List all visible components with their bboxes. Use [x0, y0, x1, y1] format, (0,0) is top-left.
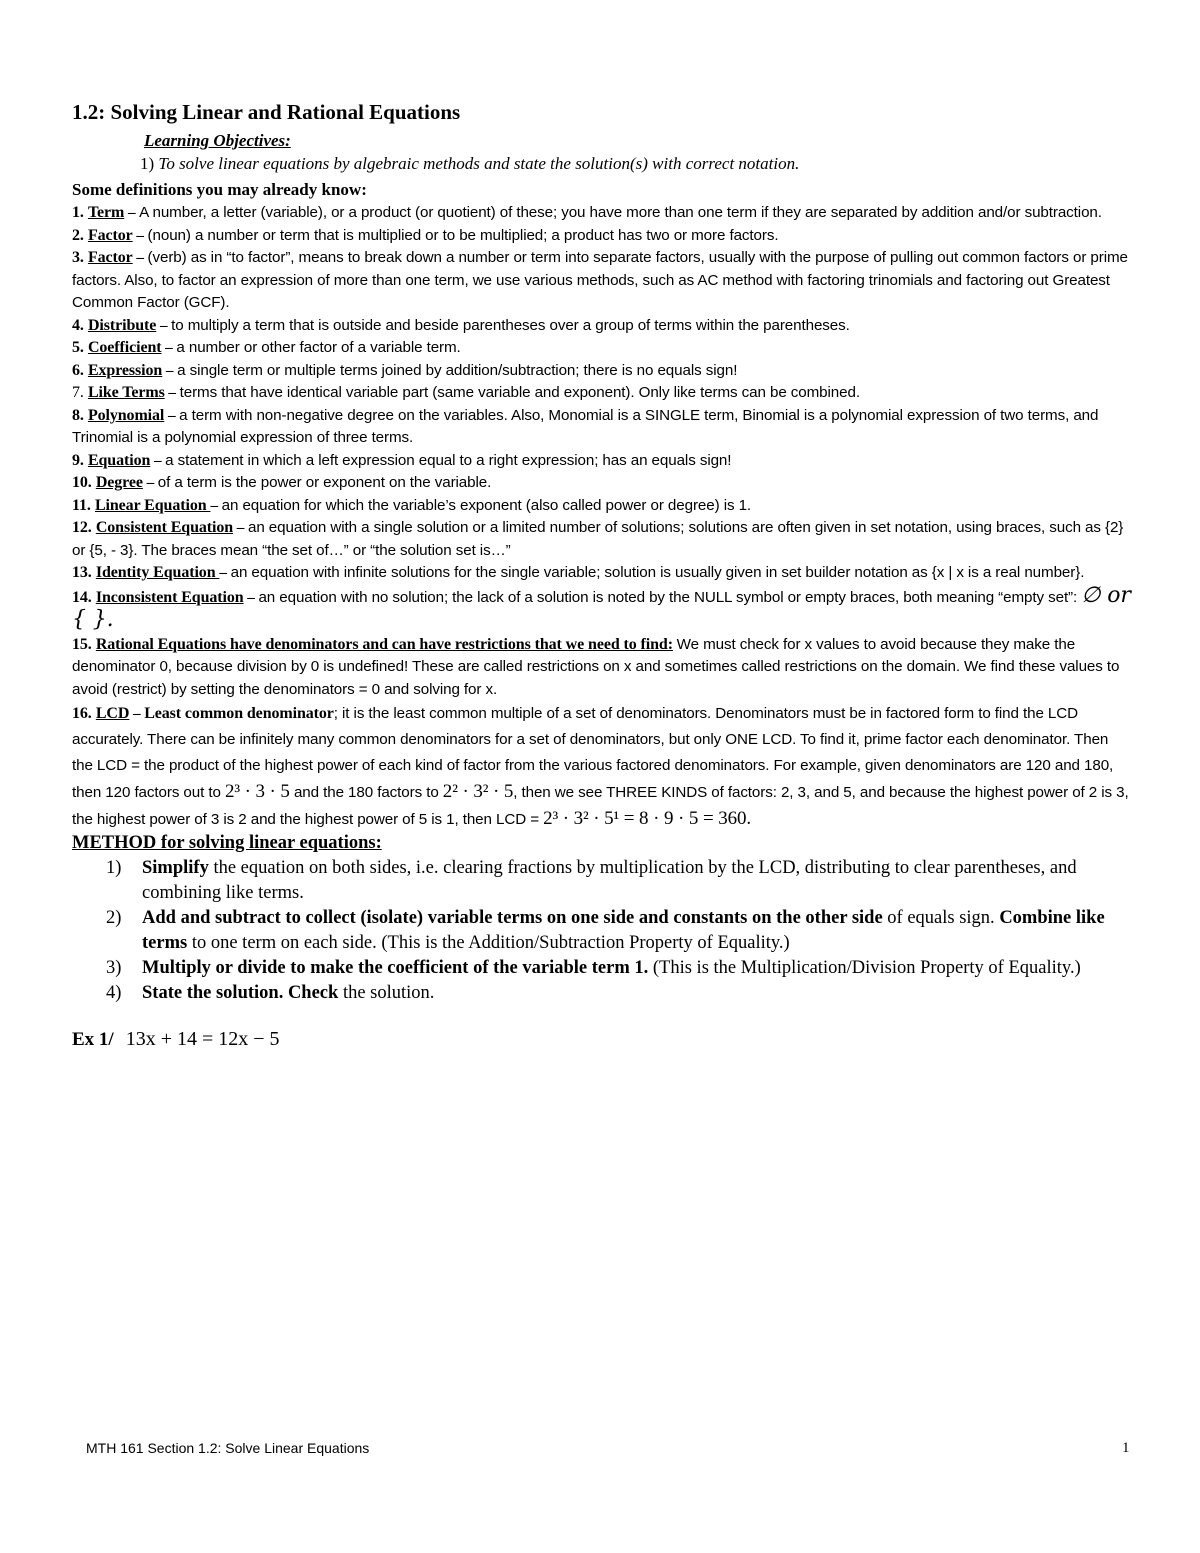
definition-number: 9.	[72, 451, 84, 469]
definition-term: Factor	[87, 226, 133, 244]
definition-item	[72, 225, 1132, 248]
learning-objective-item	[140, 154, 1132, 174]
definition-separator: –	[219, 564, 231, 581]
step-bold: Combine like terms	[142, 908, 1105, 953]
definition-separator: –	[164, 406, 180, 424]
definition-text: (verb) as in “to factor”, means to break down a number or term into separate factors, usually with the purpose of pulling out common factors or prime factors. Also, to factor an expression of more than one term, we use various methods, such as AC method with factoring trinomials and factoring out Greatest Common Factor (GCF).	[72, 249, 1128, 311]
definition-number: 7.	[72, 384, 84, 401]
definition-text: a term with non-negative degree on the variables. Also, Monomial is a SINGLE term, Binomial is a polynomial expression of two terms, and Trinomial is a polynomial expression of three terms.	[72, 406, 1099, 446]
definition-text: an equation for which the variable’s exponent (also called power or degree) is 1.	[221, 496, 752, 514]
definition-separator: –	[233, 519, 248, 536]
definition-text: an equation with infinite solutions for the single variable; solution is usually given in set builder notation as {x | x is a real number}.	[230, 564, 1085, 581]
definition-separator: –	[129, 705, 145, 722]
page-number: 1	[1122, 1440, 1130, 1456]
definition-number: 14.	[72, 588, 92, 606]
method-step	[72, 856, 1132, 906]
definition-separator: –	[132, 249, 148, 266]
definition-item	[72, 517, 1132, 562]
definition-item	[72, 582, 1132, 634]
definition-number: 15.	[72, 635, 92, 653]
definition-term: LCD	[95, 705, 130, 722]
definition-text-continued: and the 180 factors to	[289, 784, 443, 801]
definition-separator: –	[150, 451, 166, 469]
definition-number: 11.	[72, 496, 91, 514]
definition-term: Rational Equations have denominators and can have restrictions that we need to find:	[95, 635, 673, 653]
method-step	[72, 981, 1132, 1006]
definition-separator: –	[164, 384, 180, 401]
step-number: 3)	[106, 958, 122, 978]
definition-item	[72, 315, 1132, 338]
definition-term: Coefficient	[87, 339, 162, 356]
definition-term: Distribute	[87, 316, 157, 334]
definition-number: 6.	[72, 361, 84, 379]
example-1	[72, 1028, 1132, 1051]
definition-number: 4.	[72, 316, 84, 334]
page-title: 1.2: Solving Linear and Rational Equations	[72, 100, 461, 124]
definition-separator: –	[124, 204, 140, 221]
definition-bold-text: Least common denominator	[144, 705, 334, 722]
definition-term: Like Terms	[87, 384, 165, 401]
definition-separator: –	[162, 361, 178, 379]
step-bold: State the solution. Check	[142, 983, 339, 1003]
method-step	[72, 906, 1132, 956]
definition-item	[72, 247, 1132, 315]
definition-text: a single term or multiple terms joined by addition/subtraction; there is no equals sign!	[177, 361, 738, 379]
math-expression: 2² · 3² · 5	[442, 781, 514, 802]
step-text: to one term on each side. (This is the Addition/Subtraction Property of Equality.)	[187, 933, 790, 953]
math-expression: 2³ · 3² · 5¹ = 8 · 9 · 5 = 360.	[543, 808, 752, 829]
method-step	[72, 956, 1132, 981]
definition-text: terms that have identical variable part (same variable and exponent). Only like terms can be combined.	[179, 384, 860, 401]
definition-separator: –	[132, 226, 148, 244]
definitions-list	[72, 202, 1132, 833]
definition-item	[72, 360, 1132, 383]
method-heading: METHOD for solving linear equations:	[72, 833, 382, 853]
step-number: 2)	[106, 908, 122, 928]
step-bold: Simplify	[142, 858, 209, 878]
definition-item	[72, 495, 1132, 518]
definition-item	[72, 382, 1132, 405]
definition-term: Factor	[87, 249, 133, 266]
definition-text: of a term is the power or exponent on the variable.	[157, 474, 492, 491]
definition-item	[72, 562, 1132, 585]
definition-number: 16.	[72, 705, 92, 722]
definition-separator: –	[210, 496, 222, 514]
definition-term: Polynomial	[87, 406, 165, 424]
step-number: 4)	[106, 983, 122, 1003]
example-equation: 13x + 14 = 12x − 5	[125, 1028, 280, 1050]
method-steps	[72, 856, 1132, 1006]
definition-text: to multiply a term that is outside and beside parentheses over a group of terms within the parentheses.	[171, 316, 850, 334]
definition-text: an equation with no solution; the lack of a solution is noted by the NULL symbol or empty braces, both meaning “empty set”:	[258, 588, 1082, 606]
definition-item	[72, 450, 1132, 473]
definition-number: 13.	[72, 564, 92, 581]
step-bold: Multiply or divide to make the coefficient of the variable term 1.	[142, 958, 649, 978]
empty-set-symbol: ∅ or { }.	[72, 582, 1131, 632]
definition-text: A number, a letter (variable), or a product (or quotient) of these; you have more than one term if they are separated by addition and/or subtraction.	[139, 204, 1102, 221]
definition-separator: –	[142, 474, 158, 491]
definition-term: Degree	[95, 474, 143, 491]
learning-objectives-heading: Learning Objectives:	[144, 131, 291, 150]
definition-item	[72, 202, 1132, 225]
definition-separator: –	[156, 316, 172, 334]
definition-number: 10.	[72, 474, 92, 491]
definition-number: 1.	[72, 204, 84, 221]
definitions-heading: Some definitions you may already know:	[72, 180, 367, 199]
objective-text: To solve linear equations by algebraic methods and state the solution(s) with correct notation.	[158, 154, 800, 173]
page-footer: MTH 161 Section 1.2: Solve Linear Equations	[86, 1440, 370, 1456]
definition-item	[72, 701, 1132, 833]
definition-text: We must check for x values to avoid because they make the denominator 0, because division by 0 is undefined! These are called restrictions on x and sometimes called restrictions on the domain. We find these values to avoid (restrict) by setting the denominators = 0 and solving for x.	[72, 635, 1120, 698]
definition-separator: –	[161, 339, 177, 356]
definition-number: 2.	[72, 226, 84, 244]
definition-term: Expression	[87, 361, 163, 379]
definition-text: (noun) a number or term that is multiplied or to be multiplied; a product has two or more factors.	[147, 226, 779, 244]
definition-number: 5.	[72, 339, 84, 356]
step-text: the solution.	[338, 983, 435, 1003]
definition-item	[72, 634, 1132, 702]
definition-term: Inconsistent Equation	[95, 588, 244, 606]
definition-text: a statement in which a left expression equal to a right expression; has an equals sign!	[165, 451, 732, 469]
step-bold: Add and subtract to collect (isolate) variable terms on one side and constants on the other side	[142, 908, 883, 928]
document-page	[72, 100, 1132, 1051]
step-text: the equation on both sides, i.e. clearing fractions by multiplication by the LCD, distributing to clear parentheses, and combining like terms.	[142, 858, 1077, 903]
step-text: of equals sign.	[882, 908, 1000, 928]
example-label: Ex 1/	[72, 1029, 114, 1050]
definition-term: Term	[87, 204, 125, 221]
definition-text: an equation with a single solution or a limited number of solutions; solutions are often given in set notation, using braces, such as {2} or {5, - 3}. The braces mean “the set of…” or “the solution set is…”	[72, 519, 1124, 559]
definition-text-continued: , then we see THREE KINDS of factors: 2, 3, and 5, and because the highest power of 2 is 3, the highest power of 3 is 2 and the highest power of 5 is 1, then LCD =	[72, 784, 1129, 828]
definition-item	[72, 405, 1132, 450]
definition-term: Identity Equation	[95, 564, 220, 581]
definition-number: 12.	[72, 519, 92, 536]
definition-term: Consistent Equation	[95, 519, 234, 536]
definition-text: a number or other factor of a variable term.	[176, 339, 461, 356]
definition-term: Equation	[87, 451, 151, 469]
definition-number: 8.	[72, 406, 84, 424]
definition-item	[72, 337, 1132, 360]
math-expression: 2³ · 3 · 5	[224, 781, 290, 802]
step-text: (This is the Multiplication/Division Property of Equality.)	[648, 958, 1081, 978]
definition-item	[72, 472, 1132, 495]
definition-separator: –	[243, 588, 259, 606]
definition-term: Linear Equation	[94, 496, 211, 514]
definition-text: ; it is the least common multiple of a set of denominators. Denominators must be in factored form to find the LCD accurately. There can be infinitely many common denominators for a set of denominators, but only ONE LCD. To find it, prime factor each denominator. Then the LCD = the product of the highest power of each kind of factor from the various factored denominators. For example, given denominators are 120 and 180, then 120 factors out to	[72, 705, 1114, 801]
step-number: 1)	[106, 858, 122, 878]
definition-number: 3.	[72, 249, 84, 266]
objective-number: 1)	[140, 154, 155, 173]
